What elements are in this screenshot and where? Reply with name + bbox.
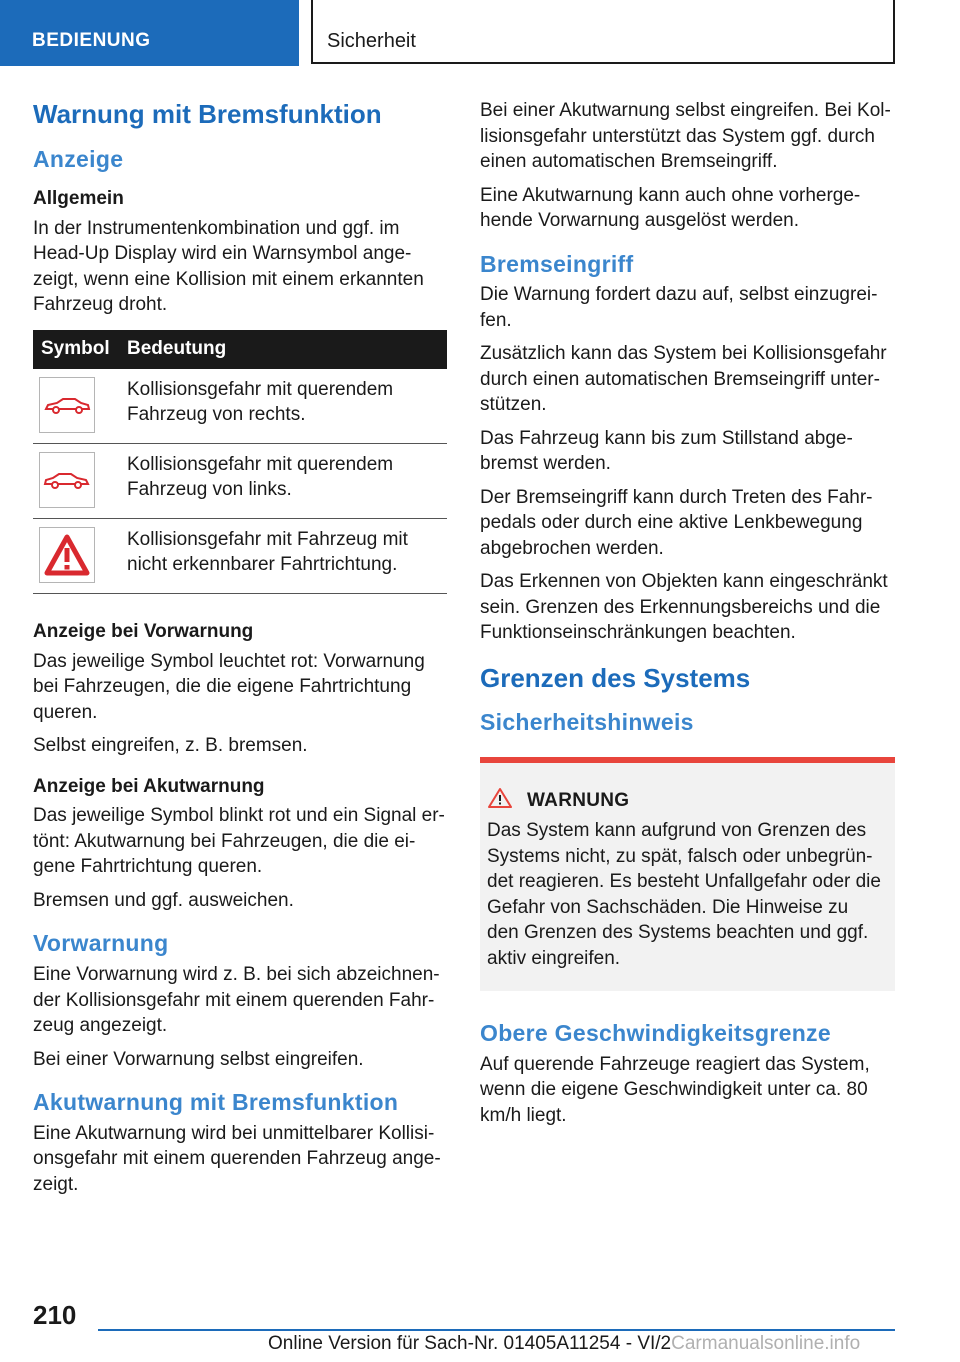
page-number: 210	[33, 1300, 77, 1330]
col-meaning: Bedeutung	[127, 330, 447, 369]
warning-label: WARNUNG	[527, 789, 630, 811]
section-label: BEDIENUNG	[32, 30, 151, 51]
paragraph-o1: Auf querende Fahrzeuge reagiert das System, wenn die eigene Geschwindigkeit unter ca. 80 km/h liegt.	[480, 1053, 870, 1126]
paragraph-b1: Die Warnung fordert dazu auf, selbst einzugrei‐fen.	[480, 284, 878, 331]
heading-akutwarnung-bremsfunktion: Akutwarnung mit Bremsfunktion	[33, 1089, 399, 1116]
heading-vorwarnung: Vorwarnung	[33, 930, 169, 957]
paragraph-vorwarnung-1: Das jeweilige Symbol leuchtet rot: Vorwarnung bei Fahrzeugen, die die eigene Fahrtrichtung queren.	[33, 650, 425, 723]
paragraph-akutwarnung-1: Das jeweilige Symbol blinkt rot und ein Signal er‐tönt: Akutwarnung bei Fahrzeugen, die die ei‐gene Fahrtrichtung queren.	[33, 805, 445, 878]
table-row	[33, 443, 447, 518]
row-text: Kollisionsgefahr mit querendem Fahrzeug von links.	[127, 443, 447, 518]
paragraph-vw-2: Bei einer Vorwarnung selbst eingreifen.	[33, 1048, 364, 1070]
heading-warnung-bremsfunktion: Warnung mit Bremsfunktion	[33, 99, 382, 129]
paragraph-allgemein: In der Instrumentenkombination und ggf. im Head-Up Display wird ein Warnsymbol ange‐zeigt, wenn eine Kollision mit einem erkannten Fahrzeug droht.	[33, 217, 424, 316]
heading-bremseingriff: Bremseingriff	[480, 250, 634, 277]
heading-obere-geschwindigkeit: Obere Geschwindigkeitsgrenze	[480, 1020, 831, 1046]
symbol-table-header	[33, 330, 447, 369]
paragraph-b2: Zusätzlich kann das System bei Kollisionsgefahr durch einen automatischen Bremseingriff unter‐stützen.	[480, 343, 887, 416]
warning-box	[480, 757, 895, 991]
paragraph-akutwarnung-2: Bremsen und ggf. ausweichen.	[33, 889, 294, 911]
watermark: Carmanualsonline.info	[671, 1333, 861, 1354]
heading-sicherheitshinweis: Sicherheitshinweis	[480, 709, 694, 736]
col-symbol: Symbol	[33, 330, 127, 369]
heading-anzeige-vorwarnung: Anzeige bei Vorwarnung	[33, 620, 254, 642]
heading-anzeige-akutwarnung: Anzeige bei Akutwarnung	[33, 775, 265, 797]
chapter-label: Sicherheit	[327, 30, 416, 52]
paragraph-aw-1: Eine Akutwarnung wird bei unmittelbarer Kollisi‐onsgefahr mit einem querenden Fahrzeug ange‐zeigt.	[33, 1122, 441, 1195]
chapter-tab	[311, 0, 895, 64]
paragraph-vorwarnung-2: Selbst eingreifen, z. B. bremsen.	[33, 735, 308, 757]
warning-triangle-icon	[39, 527, 95, 583]
car-left-icon	[39, 452, 95, 508]
paragraph-r1: Bei einer Akutwarnung selbst eingreifen. Bei Kol‐lisionsgefahr unterstützt das System ggf. durch einen automatischen Bremseingriff.	[480, 100, 891, 172]
heading-anzeige: Anzeige	[33, 145, 124, 172]
paragraph-r2: Eine Akutwarnung kann auch ohne vorherge‐hende Vorwarnung ausgelöst werden.	[480, 184, 861, 231]
heading-grenzen-systems: Grenzen des Systems	[480, 662, 751, 693]
footer-divider	[98, 1329, 895, 1331]
footer-text	[268, 1333, 860, 1355]
right-column	[480, 98, 895, 1136]
table-row	[33, 518, 447, 593]
warning-triangle-icon	[487, 787, 513, 814]
table-row	[33, 369, 447, 444]
symbol-table	[33, 330, 447, 594]
warning-text: Das System kann aufgrund von Grenzen des Systems nicht, zu spät, falsch oder unbegrün‐det reagieren. Es besteht Unfallgefahr oder die Gefahr von Sachschäden. Die Hinweise zu den Grenzen des Systems beachten und ggf. aktiv eingreifen.	[487, 820, 881, 969]
paragraph-b5: Das Erkennen von Objekten kann eingeschränkt sein. Grenzen des Erkennungsbereichs und die Funktionseinschränkungen beachten.	[480, 571, 888, 644]
paragraph-vw-1: Eine Vorwarnung wird z. B. bei sich abzeichnen‐der Kollisionsgefahr mit einem querenden Fahr‐zeug angezeigt.	[33, 964, 440, 1037]
car-right-icon	[39, 377, 95, 433]
row-text: Kollisionsgefahr mit querendem Fahrzeug von rechts.	[127, 369, 447, 444]
left-column	[33, 98, 447, 1205]
paragraph-b3: Das Fahrzeug kann bis zum Stillstand abge‐bremst werden.	[480, 427, 853, 475]
heading-allgemein: Allgemein	[33, 188, 124, 210]
section-tab	[0, 0, 299, 66]
footer-version: Online Version für Sach-Nr. 01405A11254 - VI/2	[268, 1333, 672, 1354]
row-text: Kollisionsgefahr mit Fahrzeug mit nicht erkennbarer Fahrtrichtung.	[127, 518, 447, 593]
paragraph-b4: Der Bremseingriff kann durch Treten des Fahr‐pedals oder durch eine aktive Lenkbewegung abgebrochen werden.	[480, 486, 873, 559]
